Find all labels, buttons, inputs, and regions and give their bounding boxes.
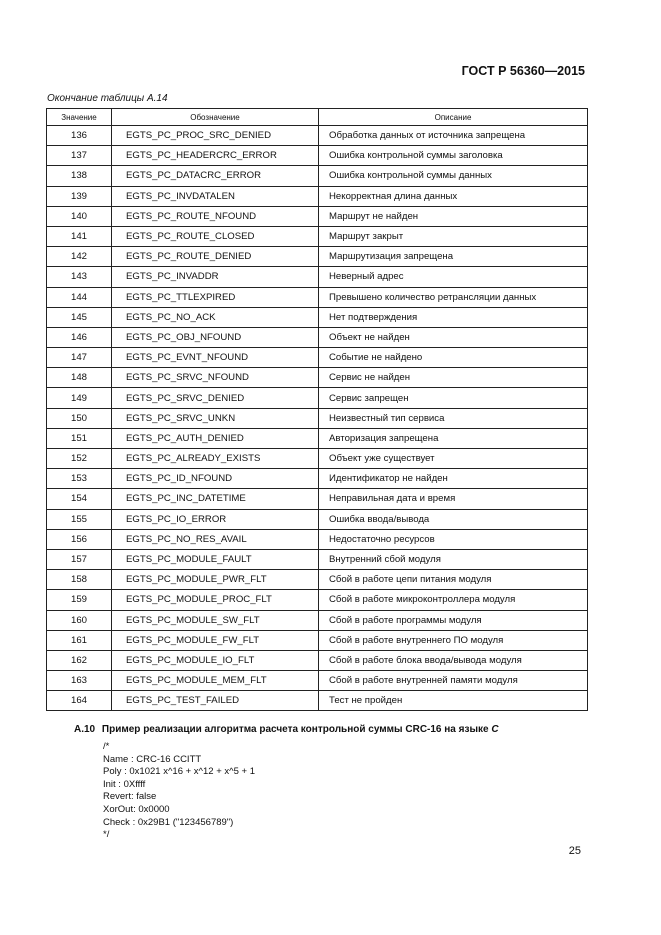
cell-designation: EGTS_PC_INVADDR [112,267,319,287]
cell-description: Сбой в работе цепи питания модуля [319,570,588,590]
cell-value: 141 [47,226,112,246]
cell-designation: EGTS_PC_MODULE_SW_FLT [112,610,319,630]
table-row [47,247,588,267]
table-row [47,348,588,368]
cell-designation: EGTS_PC_SRVC_UNKN [112,408,319,428]
section-title: Пример реализации алгоритма расчета контрольной суммы CRC-16 на языке [101,724,489,735]
cell-designation: EGTS_PC_MODULE_MEM_FLT [112,671,319,691]
cell-description: Ошибка контрольной суммы данных [319,166,588,186]
table-row [47,388,588,408]
table-row [47,549,588,569]
document-header: ГОСТ Р 56360—2015 [461,64,585,78]
table-header-row [47,109,588,126]
cell-description: Тест не пройден [319,691,588,711]
cell-designation: EGTS_PC_PROC_SRC_DENIED [112,126,319,146]
cell-description: Сбой в работе блока ввода/вывода модуля [319,650,588,670]
section-number: А.10 [74,724,96,735]
cell-value: 164 [47,691,112,711]
table-row [47,307,588,327]
table-row [47,590,588,610]
cell-designation: EGTS_PC_SRVC_NFOUND [112,368,319,388]
cell-description: Недостаточно ресурсов [319,529,588,549]
cell-value: 155 [47,509,112,529]
cell-value: 137 [47,146,112,166]
table-row [47,610,588,630]
table-row [47,529,588,549]
code-line: XorOut: 0x0000 [103,803,170,815]
column-header-value: Значение [47,109,112,126]
cell-value: 153 [47,469,112,489]
cell-designation: EGTS_PC_MODULE_FAULT [112,549,319,569]
table-row [47,469,588,489]
cell-designation: EGTS_PC_INC_DATETIME [112,489,319,509]
table-row [47,509,588,529]
cell-value: 147 [47,348,112,368]
cell-designation: EGTS_PC_ROUTE_NFOUND [112,206,319,226]
cell-description: Неправильная дата и время [319,489,588,509]
column-header-designation: Обозначение [112,109,319,126]
table-row [47,146,588,166]
cell-designation: EGTS_PC_HEADERCRC_ERROR [112,146,319,166]
cell-description: Сбой в работе внутреннего ПО модуля [319,630,588,650]
cell-description: Ошибка контрольной суммы заголовка [319,146,588,166]
table-row [47,650,588,670]
cell-designation: EGTS_PC_IO_ERROR [112,509,319,529]
table-row [47,691,588,711]
cell-description: Ошибка ввода/вывода [319,509,588,529]
cell-designation: EGTS_PC_ALREADY_EXISTS [112,449,319,469]
cell-value: 149 [47,388,112,408]
cell-value: 159 [47,590,112,610]
cell-description: Событие не найдено [319,348,588,368]
cell-description: Маршрутизация запрещена [319,247,588,267]
table-row [47,449,588,469]
cell-value: 161 [47,630,112,650]
code-block [103,741,255,842]
cell-description: Некорректная длина данных [319,186,588,206]
table-row [47,287,588,307]
cell-value: 163 [47,671,112,691]
cell-description: Неизвестный тип сервиса [319,408,588,428]
cell-description: Объект не найден [319,327,588,347]
table-row [47,428,588,448]
cell-designation: EGTS_PC_AUTH_DENIED [112,428,319,448]
cell-value: 142 [47,247,112,267]
table-row [47,630,588,650]
cell-description: Превышено количество ретрансляции данных [319,287,588,307]
table-row [47,206,588,226]
cell-description: Маршрут закрыт [319,226,588,246]
cell-description: Неверный адрес [319,267,588,287]
table-row [47,226,588,246]
cell-description: Объект уже существует [319,449,588,469]
cell-description: Идентификатор не найден [319,469,588,489]
table-row [47,267,588,287]
table-row [47,570,588,590]
cell-value: 154 [47,489,112,509]
table-row [47,126,588,146]
page-number: 25 [568,845,581,857]
cell-value: 138 [47,166,112,186]
code-line: Revert: false [103,791,157,803]
cell-value: 156 [47,529,112,549]
cell-designation: EGTS_PC_TTLEXPIRED [112,287,319,307]
table-body [47,126,588,711]
cell-value: 140 [47,206,112,226]
table-caption: Окончание таблицы А.14 [47,93,168,104]
table-row [47,489,588,509]
cell-designation: EGTS_PC_NO_RES_AVAIL [112,529,319,549]
cell-designation: EGTS_PC_MODULE_PROC_FLT [112,590,319,610]
cell-value: 143 [47,267,112,287]
cell-value: 148 [47,368,112,388]
code-line: Name : CRC-16 CCITT [103,753,202,765]
cell-value: 157 [47,549,112,569]
cell-designation: EGTS_PC_INVDATALEN [112,186,319,206]
cell-value: 139 [47,186,112,206]
table-row [47,327,588,347]
code-line: Init : 0Xffff [103,778,146,790]
cell-value: 160 [47,610,112,630]
cell-designation: EGTS_PC_ROUTE_DENIED [112,247,319,267]
table-row [47,368,588,388]
code-line: Poly : 0x1021 x^16 + x^12 + x^5 + 1 [103,766,256,778]
code-line: Check : 0x29B1 ("123456789") [103,816,234,828]
cell-description: Сбой в работе микроконтроллера модуля [319,590,588,610]
cell-value: 146 [47,327,112,347]
cell-designation: EGTS_PC_MODULE_PWR_FLT [112,570,319,590]
cell-designation: EGTS_PC_DATACRC_ERROR [112,166,319,186]
section-language: C [491,724,499,735]
cell-designation: EGTS_PC_MODULE_IO_FLT [112,650,319,670]
cell-designation: EGTS_PC_ROUTE_CLOSED [112,226,319,246]
cell-designation: EGTS_PC_ID_NFOUND [112,469,319,489]
code-line: */ [103,829,110,841]
table-row [47,671,588,691]
cell-description: Сервис запрещен [319,388,588,408]
cell-value: 151 [47,428,112,448]
cell-description: Нет подтверждения [319,307,588,327]
table-row [47,166,588,186]
section-heading [74,724,499,735]
cell-designation: EGTS_PC_OBJ_NFOUND [112,327,319,347]
cell-value: 152 [47,449,112,469]
cell-value: 144 [47,287,112,307]
cell-designation: EGTS_PC_SRVC_DENIED [112,388,319,408]
cell-value: 145 [47,307,112,327]
cell-description: Сбой в работе внутренней памяти модуля [319,671,588,691]
result-codes-table [46,108,588,711]
cell-value: 162 [47,650,112,670]
code-line: /* [103,741,110,752]
column-header-description: Описание [319,109,588,126]
cell-value: 150 [47,408,112,428]
cell-designation: EGTS_PC_MODULE_FW_FLT [112,630,319,650]
table-row [47,408,588,428]
cell-value: 158 [47,570,112,590]
cell-description: Сбой в работе программы модуля [319,610,588,630]
cell-description: Обработка данных от источника запрещена [319,126,588,146]
cell-designation: EGTS_PC_EVNT_NFOUND [112,348,319,368]
cell-value: 136 [47,126,112,146]
cell-description: Внутренний сбой модуля [319,549,588,569]
cell-description: Авторизация запрещена [319,428,588,448]
cell-description: Сервис не найден [319,368,588,388]
cell-designation: EGTS_PC_NO_ACK [112,307,319,327]
cell-description: Маршрут не найден [319,206,588,226]
table-row [47,186,588,206]
cell-designation: EGTS_PC_TEST_FAILED [112,691,319,711]
